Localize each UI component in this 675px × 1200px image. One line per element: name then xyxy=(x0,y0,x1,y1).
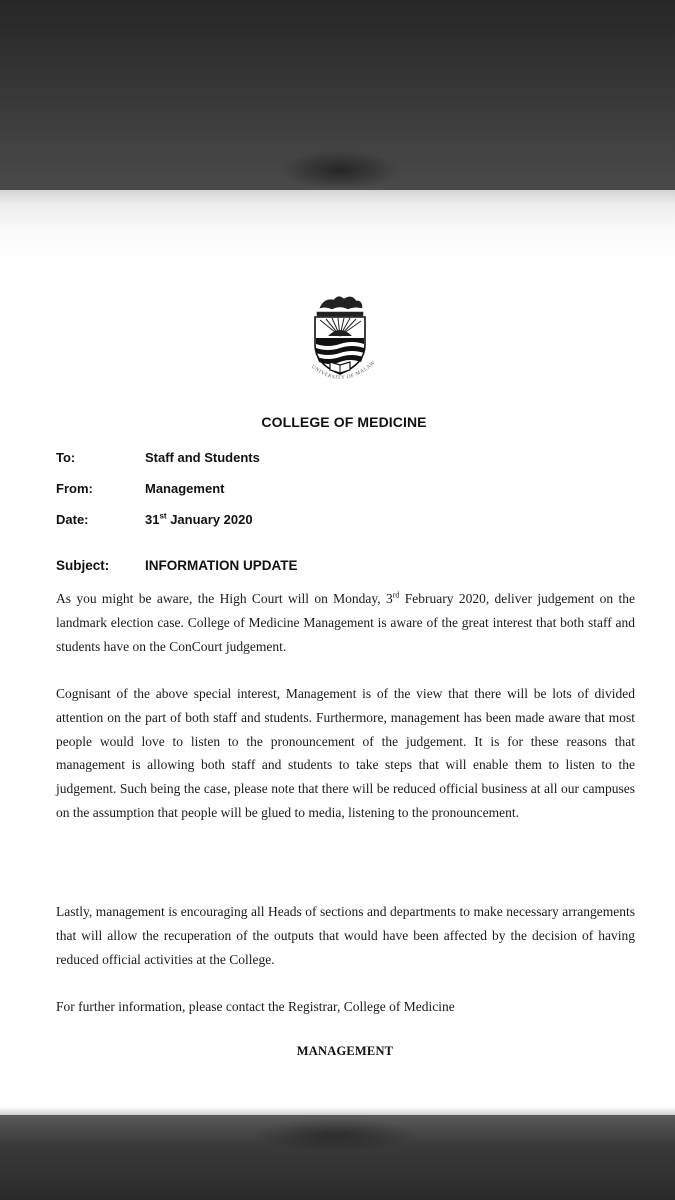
subject-label: Subject: xyxy=(56,558,110,573)
signoff: MANAGEMENT xyxy=(296,1044,394,1058)
date-rest: January 2020 xyxy=(166,512,253,527)
paper-edge xyxy=(0,1107,675,1115)
memo-paper xyxy=(0,190,675,1115)
date-label: Date: xyxy=(56,512,89,527)
to-label: To: xyxy=(56,450,76,465)
date-suffix: st xyxy=(159,511,167,521)
top-shadow xyxy=(280,150,400,190)
college-title: COLLEGE OF MEDICINE xyxy=(261,414,427,430)
paragraph-1-start: As you might be aware, the High Court will on Monday, 3 xyxy=(56,591,393,606)
paragraph-3: Lastly, management is encouraging all Heads of sections and departments to make necessary arrangements that will allow the recuperation of the outputs that would have been affected by the decision of having reduced official activities at the College. xyxy=(56,904,635,967)
paragraph-2: Cognisant of the above special interest, Management is of the view that there will be lots of divided attention on the part of both staff and students. Furthermore, management has been made aware that most people would love to listen to the pronouncement of the judgement. It is for these reasons that management is allowing both staff and students to take steps that will enable them to listen to the judgement. Such being the case, please note that there will be reduced official business at all our campuses on the assumption that people will be glued to media, listening to the pronouncement. xyxy=(56,686,635,820)
paragraph-1-end: February 2020, deliver judgement on the landmark election case. College of Medicine Management is aware of the great interest that both staff and students have on the ConCourt judgement. xyxy=(56,591,635,654)
bottom-shadow xyxy=(250,1118,420,1152)
paragraph-4: For further information, please contact the Registrar, College of Medicine xyxy=(56,999,455,1014)
date-day: 31 xyxy=(145,512,160,527)
university-crest-icon xyxy=(290,290,390,390)
paragraph-1 xyxy=(56,587,635,658)
crest-motto: UNIVERSITY OF MALAW xyxy=(310,359,377,382)
from-label: From: xyxy=(56,481,93,496)
paragraph-1-ordinal: rd xyxy=(392,590,400,600)
date-value xyxy=(145,512,253,527)
from-value: Management xyxy=(145,481,225,496)
subject-value: INFORMATION UPDATE xyxy=(145,558,298,573)
to-value: Staff and Students xyxy=(145,450,260,465)
